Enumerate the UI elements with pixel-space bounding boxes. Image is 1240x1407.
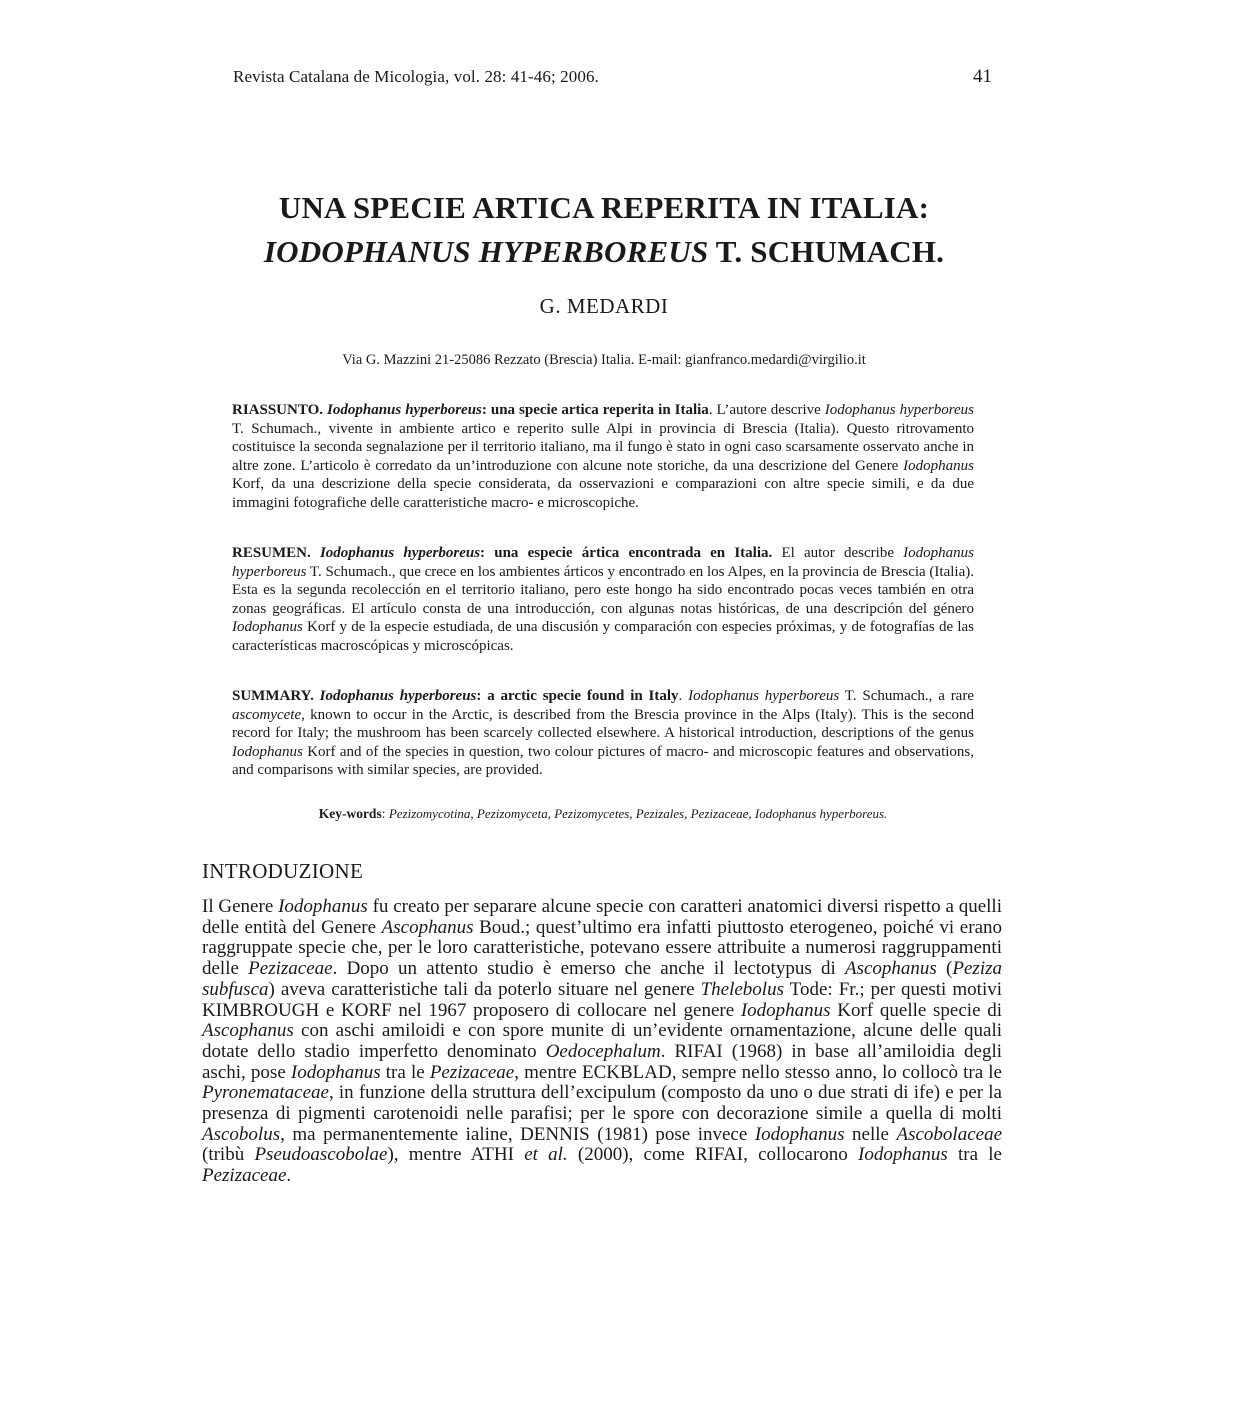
riassunto-text-1: . L’autore descrive xyxy=(708,402,825,418)
intro-text: Tode: Fr.; per questi motivi KIMBROUGH e KORF nel 1967 proposero di collocare nel genere xyxy=(202,978,1002,1021)
intro-taxon: Pezizaceae xyxy=(429,1061,515,1083)
summary-heading: : a arctic specie found in Italy xyxy=(476,688,679,704)
intro-taxon: Peziza subfusca xyxy=(202,958,1002,1000)
intro-taxon: Thelebolus xyxy=(700,978,784,1000)
resumen-heading-species: Iodophanus hyperboreus xyxy=(319,545,481,561)
summary-genus: Iodophanus xyxy=(232,743,303,760)
intro-taxon: Ascobolaceae xyxy=(896,1123,1002,1145)
running-head: Revista Catalana de Micologia, vol. 28: 41-46; 2006. xyxy=(233,67,599,86)
intro-et-al: et al. xyxy=(524,1144,568,1166)
resumen-text-1: El autor describe xyxy=(772,545,904,561)
summary-heading-species: Iodophanus hyperboreus xyxy=(319,688,477,704)
intro-text: ), mentre ATHI xyxy=(387,1144,525,1166)
intro-taxon: Iodophanus xyxy=(754,1123,845,1145)
intro-text: ( xyxy=(936,958,953,980)
summary-ascomycete: ascomycete xyxy=(232,706,302,723)
intro-text: (2000), come RIFAI, collocarono xyxy=(567,1144,859,1166)
summary-label: SUMMARY. xyxy=(232,688,314,704)
introduction-paragraph xyxy=(202,897,1002,1187)
intro-text: Boud.; quest’ultimo era infatti piuttosto eterogeneo, poiché vi erano raggruppate specie che, per le loro caratteristiche, potevano essere attribuite a numerosi raggruppamenti delle xyxy=(202,916,1002,980)
intro-taxon: Pezizaceae xyxy=(202,1165,287,1187)
summary-species: Iodophanus hyperboreus xyxy=(688,688,840,704)
intro-taxon: Pseudoascobolae xyxy=(254,1144,388,1166)
intro-taxon: Iodophanus xyxy=(740,999,831,1021)
intro-text: (tribù xyxy=(202,1144,255,1166)
affiliation: Via G. Mazzini 21-25086 Rezzato (Brescia) Italia. E-mail: gianfranco.medardi@virgilio.it xyxy=(342,352,866,368)
intro-text: , mentre ECKBLAD, sempre nello stesso anno, lo collocò tra le xyxy=(514,1061,1002,1083)
intro-taxon: Ascophanus xyxy=(844,958,937,980)
resumen-label: RESUMEN. xyxy=(232,545,311,561)
intro-taxon: Ascobolus xyxy=(202,1123,281,1145)
intro-text: Il Genere xyxy=(202,896,279,917)
riassunto-label: RIASSUNTO. xyxy=(232,402,324,418)
author: G. MEDARDI xyxy=(539,294,669,318)
intro-text: con aschi amiloidi e con spore munite di un’evidente ornamentazione, alcune delle quali dotate dello stadio imperfetto denominato xyxy=(202,1020,1002,1062)
section-heading-introduzione: INTRODUZIONE xyxy=(202,859,364,883)
summary-text-3: , known to occur in the Arctic, is described from the Brescia province in the Alps (Italy). This is the second record for Italy; the mushroom has been scarcely collected elsewhere. A historical introduction, descriptions of the genus xyxy=(232,706,974,742)
summary-text-4: Korf and of the species in question, two colour pictures of macro- and microscopic features and observations, and comparisons with similar species, are provided. xyxy=(232,743,974,779)
intro-taxon: Iodophanus xyxy=(858,1144,948,1166)
keywords-separator: : xyxy=(381,806,389,821)
intro-text: ) aveva caratteristiche tali da poterlo situare nel genere xyxy=(268,978,701,1000)
intro-text: . Dopo un attento studio è emerso che anche il lectotypus di xyxy=(332,958,845,980)
riassunto-genus: Iodophanus xyxy=(903,457,974,474)
riassunto-text-2: T. Schumach., vivente in ambiente artico e reperito sulle Alpi in provincia di Brescia (Italia). Questo ritrovamento costituisce la seconda segnalazione per il territorio italiano, ma il fungo è stato in ogni caso scarsamente osservato anche in altre zone. L’articolo è corredato da un’introduzione con alcune note storiche, da una descrizione del Genere xyxy=(232,420,974,474)
summary-text-1: . xyxy=(678,688,689,704)
riassunto-heading-species: Iodophanus hyperboreus xyxy=(327,402,482,418)
intro-taxon: Ascophanus xyxy=(381,916,474,938)
resumen-text-3: Korf y de la especie estudiada, de una discusión y comparación con especies próximas, y de fotografías de las características macroscópicas y microscópicas. xyxy=(232,619,974,654)
keywords-label: Key-words xyxy=(318,806,382,821)
intro-text: . RIFAI (1968) in base all’amiloidia degli aschi, pose xyxy=(202,1040,1002,1083)
intro-taxon: Ascophanus xyxy=(202,1020,294,1042)
abstract-riassunto xyxy=(232,401,974,513)
intro-text: tra le xyxy=(947,1144,1002,1166)
summary-text-2: T. Schumach., a rare xyxy=(839,688,974,704)
intro-taxon: Iodophanus xyxy=(290,1061,381,1083)
intro-text: , ma permanentemente ialine, DENNIS (1981) pose invece xyxy=(280,1123,755,1145)
page-number: 41 xyxy=(973,66,992,87)
riassunto-species: Iodophanus hyperboreus xyxy=(824,402,975,418)
resumen-text-2: T. Schumach., que crece en los ambientes árticos y encontrado en los Alpes, en la provincia de Brescia (Italia). Esta es la segunda recolección en el territorio italiano, pero este hongo ha sido encontrado pocas veces también en otra zonas geográficas. El artículo consta de una introducción, con algunas notas históricas, de una descripción del género xyxy=(232,563,974,617)
intro-text: . xyxy=(286,1165,292,1187)
resumen-genus: Iodophanus xyxy=(232,619,303,636)
title-species: IODOPHANUS HYPERBOREUS xyxy=(263,234,709,269)
intro-text: , in funzione della struttura dell’excipulum (composto da uno o due strati di ife) e per la presenza di pigmenti carotenoidi nelle parafisi; per le spore con decorazione simile a quella di molti xyxy=(202,1082,1002,1125)
riassunto-heading: : una specie artica reperita in Italia xyxy=(481,402,709,418)
title-part1: UNA SPECIE ARTICA REPERITA IN ITALIA: xyxy=(278,190,930,225)
paper-title xyxy=(200,186,1008,274)
intro-text: tra le xyxy=(380,1061,430,1083)
abstract-resumen xyxy=(232,544,974,656)
intro-text: fu creato per separare alcune specie con caratteri anatomici diversi rispetto a quelli delle entità del Genere xyxy=(202,896,1002,938)
intro-taxon: Pezizaceae xyxy=(248,958,333,980)
resumen-species: Iodophanus hyperboreus xyxy=(232,545,975,580)
keywords xyxy=(232,806,974,822)
intro-text: nelle xyxy=(844,1123,897,1145)
riassunto-text-3: Korf, da una descrizione della specie considerata, da osservazioni e comparazioni con altre specie simili, e da due immagini fotografiche delle caratteristiche macro- e microscopiche. xyxy=(232,476,974,511)
intro-taxon: Iodophanus xyxy=(278,896,368,917)
title-part3: T. SCHUMACH. xyxy=(708,234,945,269)
intro-taxon: Oedocephalum xyxy=(545,1040,661,1062)
keywords-terms: Pezizomycotina, Pezizomyceta, Pezizomycetes, Pezizales, Pezizaceae, Iodophanus hyperboreus. xyxy=(388,806,888,821)
resumen-heading: : una especie ártica encontrada en Italia. xyxy=(480,545,773,561)
intro-text: Korf quelle specie di xyxy=(830,999,1002,1021)
intro-taxon: Pyronemataceae xyxy=(202,1082,329,1104)
abstract-summary xyxy=(232,687,974,780)
